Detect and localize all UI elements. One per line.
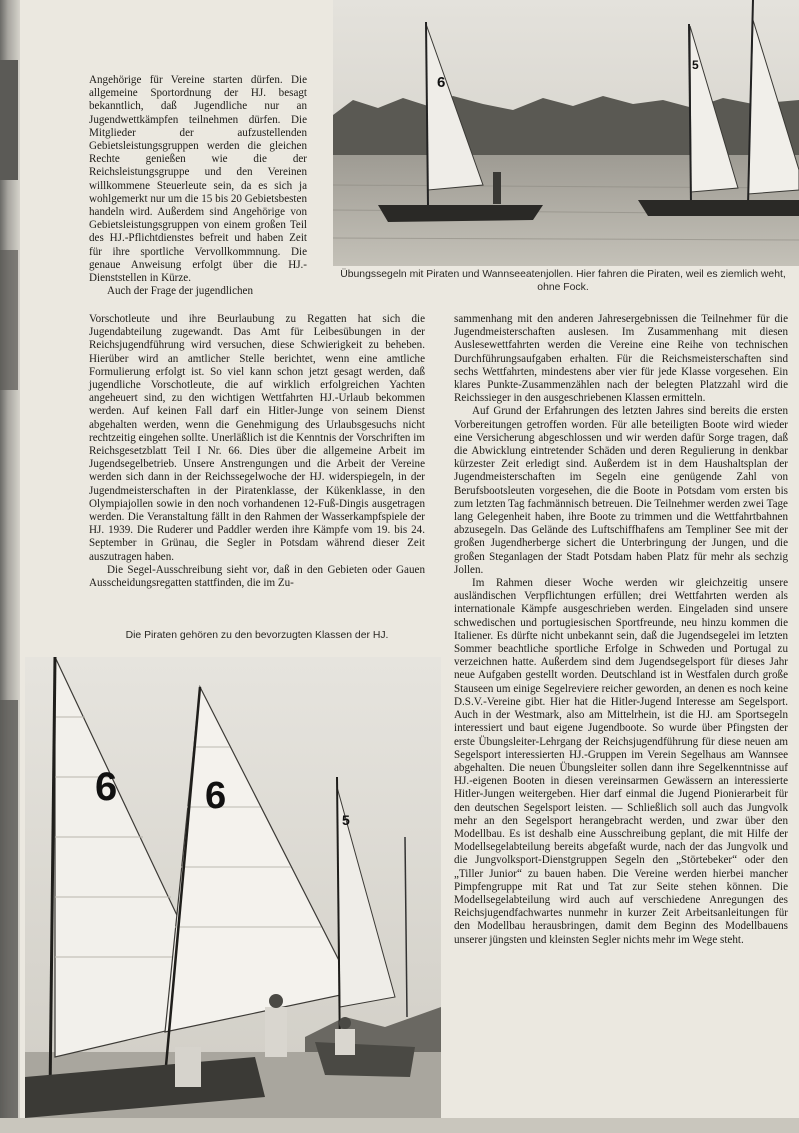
page-bottom-edge [0, 1118, 799, 1133]
paragraph: Im Rahmen dieser Woche werden wir gleichzeitig unsere ausländischen Verpflichtungen erfüllen; drei Wettfahrten werden als internationale Kämpfe ausgeschrieben werden. Eingeladen sind unsere schwedischen und portugiesischen Sportfreunde, neu hinzu kommen die Italiener. Es dürfte nicht unbekannt sein, daß die Jugendsegelei im letzten Sommer beachtliche sportliche Erfolge in Schweden und Portugal zu verzeichnen hatte. Außerdem sind dem Jugendsegelsport für dieses Jahr neue Aufgaben gestellt worden. Deutschland ist in Westfalen durch große Stauseen um einige Segelreviere reicher geworden, an denen es noch keine D.S.V.-Vereine gibt. Hier hat die Hitler-Jugend Interesse am Segelsport. Auch in der Westmark, also am Mittelrhein, ist die HJ. am Sportsegeln interessiert und baut eigene Jugendboote. So wurde über Pfingsten der erste Übungsleiter-Lehrgang der Reichsjugendführung für diese neuen am Segelsport interessierten HJ.-Gruppen im Verein Segelhaus am Wannsee abgehalten. Die neuen Übungsleiter sollen dann ihre Segelkenntnisse auf HJ.-eigenen Booten in diesen vereinsarmen Gewässern an interessierte Hitler-Jungen weitergeben. Hier darf einmal die Jugend Pionierarbeit für den deutschen Segelsport leisten. — Schließlich soll auch das Jungvolk mehr an den Segelsport herangebracht werden, und zwar über den Modellbau. Es ist deshalb eine Ausschreibung geplant, die mit Hilfe der Modellsegelabteilung bereits abgefaßt wurde, nach der das Jungvolk und die Jungvolksport-Dienstgruppen Segeln den „Störtebeker“ oder den „Tiller Junior“ zu bauen haben. Die Vereine werden hierbei mancher Pimpfengruppe mit Rat und Tat zur Seite stehen können. Die Modellsegelabteilung wird auch auf verschiedene Anregungen des Reichsjugendfachwartes nunmehr in kurzer Zeit Arbeitsanleitungen für den Modellbau herausbringen, damit dem Beginn des Modellbauens unserer jüngsten und kleinsten Segler nichts mehr im Wege steht. [454, 577, 788, 946]
paragraph: Vorschotleute und ihre Beurlaubung zu Regatten hat sich die Jugendabteilung zugewandt. Das Amt für Leibesübungen in der Reichsjugendführung wird versuchen, diese Schwierigkeit zu beheben. Hierüber wird an amtlicher Stelle berichtet, wenn eine amtliche Formulierung erfolgt ist. So viel kann schon jetzt gesagt werden, daß jugendliche Vorschotleute, die auf wirklich erfolgreichen Yachten angeheuert sind, zu den wichtigen Wettfahrten HJ.-Urlaub bekommen werden. Auf keinen Fall darf ein Hitler-Junge von seinem Dienst abgehalten werden, wenn die Genehmigung des Urlaubsgesuchs nicht rechtzeitig eingehen sollte. Unerläßlich ist die Kenntnis der Vorschriften im Reichsgesetzblatt Teil I Nr. 66. Dies über die allgemeine Arbeit im Jugendsegelbetrieb. Unsere Anstrengungen und die Arbeit der Vereine werden sich dann in der Reichssegelwoche der HJ. widerspiegeln, in der Jugendmeisterschaften in der Piratenklasse, der Kükenklasse, in den Olympiajollen sowie in den noch vorhandenen 12-Fuß-Dingis ausgetragen werden. Die Veranstaltung fällt in den Rahmen der Wasserkampfspiele der HJ. 1939. Die Ruderer und Paddler werden ihre Kämpfe vom 19. bis 24. September in Grünau, die Segler in Potsdam während dieser Zeit auszutragen haben. [89, 313, 425, 563]
photo-sailing-practice [333, 0, 799, 266]
sail-number-bottom-left: 6 [95, 765, 118, 809]
paragraph: Auf Grund der Erfahrungen des letzten Jahres sind bereits die ersten Vorbereitungen getroffen worden. Für alle beteiligten Boote wird wieder eine Versicherung abgeschlossen und wir werden dafür Sorge tragen, daß die Abwicklung eintretender Schäden und deren Regulierung in denkbar kürzester Zeit erledigt sind. Außerdem ist in dem Haushaltsplan der Jugendmeisterschaften im Segeln eine genügende Zahl von Berufsbootsleuten vorgesehen, die die Boote in Potsdam vom ersten bis zum letzten Tag fachmännisch betreuen. Die Teilnehmer werden zwei Tage lang Gelegenheit haben, ihre Boote zu trimmen und die Wettfahrtbahnen abzusegeln. Das Gelände des Luftschiffhafens am Templiner See mit der großen Jugendherberge sichert die Unterbringung der Jungen, und die großen Steganlagen der Stadt Potsdam haben Platz für mehr als sechzig Jollen. [454, 405, 788, 576]
paragraph: Angehörige für Vereine starten dürfen. Die allgemeine Sportordnung der HJ. besagt bekanntlich, daß Jugendliche nur an Jugendwettkämpfen teilnehmen dürfen. Die Mitglieder der aufzustellenden Gebietsleistungsgruppen werden die gleichen Rechte genießen wie die der Reichsleistungsgruppe und den Vereinen willkommene Steuerleute sein, da es sich ja wohlgemerkt nur um die 15 bis 20 Gebietsbesten handeln wird. Außerdem sind Angehörige von Gebietsleistungsgruppen von einem großen Teil des HJ.-Pflichtdienstes befreit und haben Zeit für ihre sportliche Vervollkommnung. Die genaue Anweisung erfolgt über die HJ.-Dienststellen in Kürze. [89, 74, 307, 285]
photo-pirate-boats [25, 657, 441, 1118]
caption-bottom-photo: Die Piraten gehören zu den bevorzugten Klassen der HJ. [125, 630, 389, 641]
paragraph: Auch der Frage der jugendlichen [107, 285, 254, 298]
sail-number-top-mid: 5 [692, 58, 699, 72]
paragraph: sammenhang mit den anderen Jahresergebnissen die Teilnehmer für die Jugendmeisterschaften auslesen. Im Zusammenhang mit diesen Auslesewettfahrten werden die Vereine eine Reihe von technischen Durchführungsaufgaben erhalten. Für die Reichsmeisterschaften sind sechs Wettfahrten, mindestens aber vier für jede Klasse vorgesehen. Ein klares Punkte-Zusammenzählen nach der belegten Platzzahl wird die Reichssieger in den ausgeschriebenen Klassen ermitteln. [454, 313, 788, 405]
sail-number-top-left: 6 [437, 74, 446, 91]
text-column-left-wide [89, 313, 425, 590]
text-column-right [454, 313, 788, 947]
caption-top-photo: Übungssegeln mit Piraten und Wannseeatenjollen. Hier fahren die Piraten, weil es ziemlich weht, ohne Fock. [340, 269, 786, 293]
text-column-left-top [89, 74, 307, 298]
page-edge-strip [0, 0, 20, 1133]
sail-number-bottom-right: 5 [342, 812, 350, 828]
sail-number-bottom-mid: 9 [205, 773, 227, 815]
paragraph: Die Segel-Ausschreibung sieht vor, daß in den Gebieten oder Gauen Ausscheidungsregatten stattfinden, die im Zu- [89, 563, 425, 590]
